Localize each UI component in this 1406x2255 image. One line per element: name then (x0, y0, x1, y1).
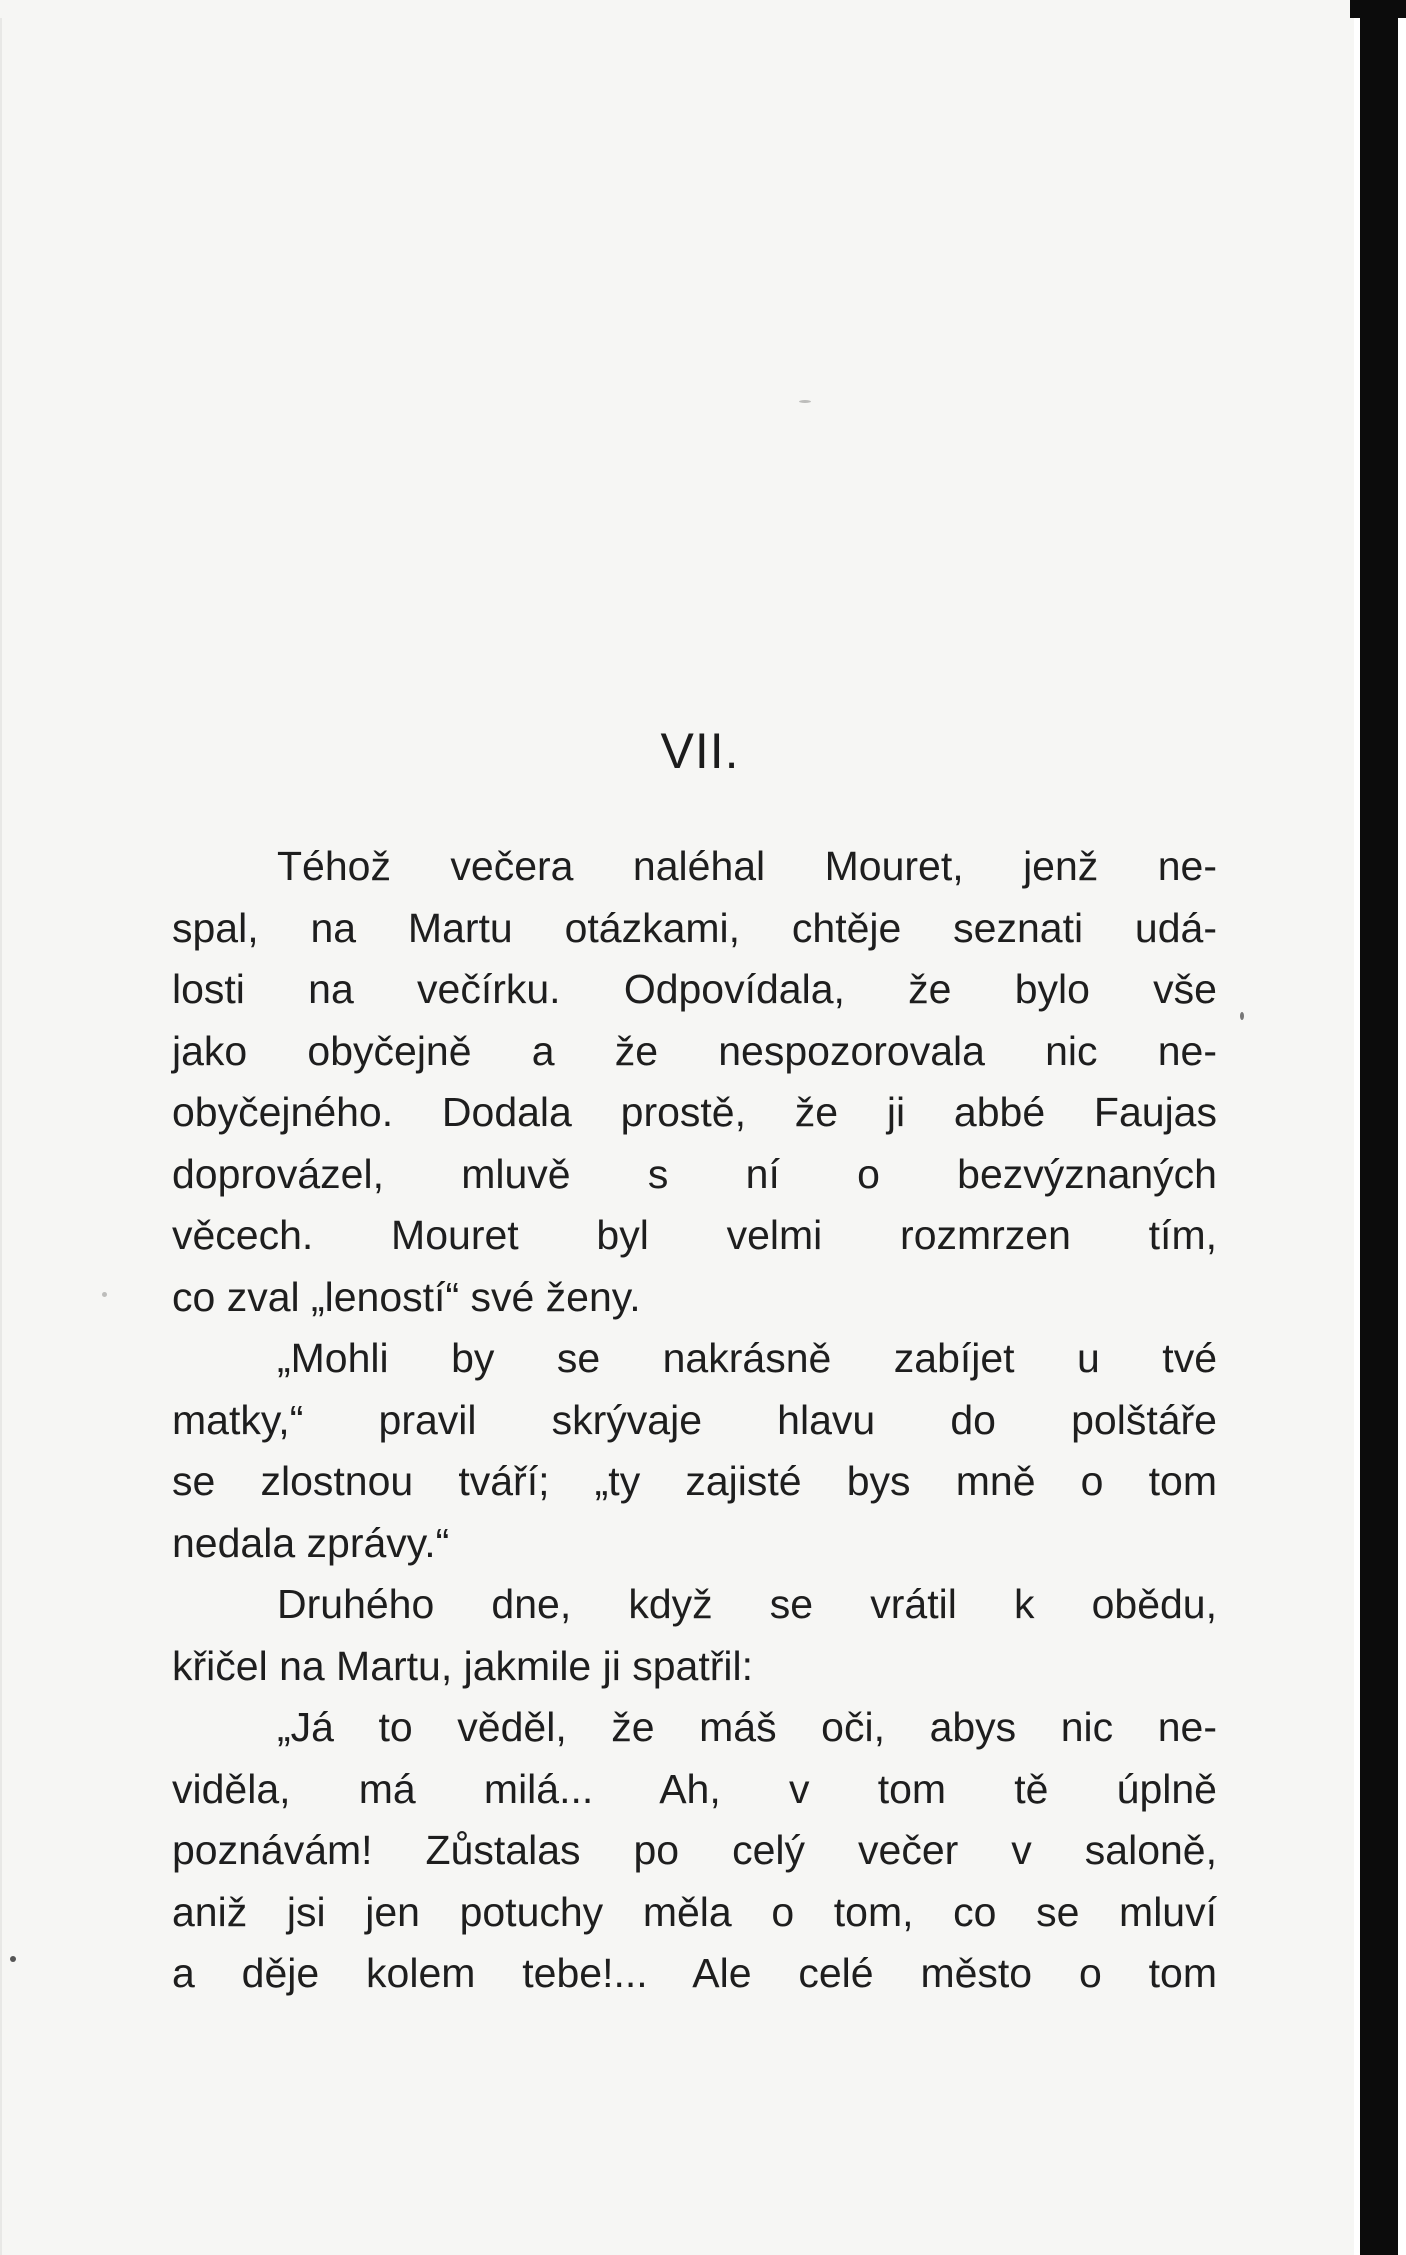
text-line: aniž jsi jen potuchy měla o tom, co se mluví (172, 1888, 1217, 1935)
text-line: se zlostnou tváří; „ty zajisté bys mně o tom (172, 1458, 1217, 1504)
text-line: jako obyčejně a že nespozorovala nic ne- (172, 1027, 1217, 1074)
chapter-heading: VII. (660, 723, 740, 779)
text-line: viděla, má milá... Ah, v tom tě úplně (172, 1765, 1217, 1812)
text-line: losti na večírku. Odpovídala, že bylo vše (172, 966, 1217, 1012)
paper-speck (10, 1956, 16, 1962)
text-line: Téhož večera naléhal Mouret, jenž ne- (277, 843, 1217, 889)
text-line: poznávám! Zůstalas po celý večer v saloně, (172, 1827, 1217, 1873)
text-line: doprovázel, mluvě s ní o bezvýznaných (172, 1150, 1217, 1197)
text-line: Druhého dne, když se vrátil k obědu, (277, 1581, 1217, 1627)
paper-speck (1240, 1012, 1244, 1020)
text-line: spal, na Martu otázkami, chtěje seznati udá- (172, 904, 1217, 951)
paper-speck (102, 1292, 107, 1297)
text-line: „Mohli by se nakrásně zabíjet u tvé (277, 1335, 1217, 1381)
text-line: křičel na Martu, jakmile ji spatřil: (172, 1642, 753, 1689)
paper-speck (799, 400, 811, 403)
text-line: věcech. Mouret byl velmi rozmrzen tím, (172, 1212, 1217, 1258)
scan-edge-top (0, 0, 1406, 18)
text-line: a děje kolem tebe!... Ale celé město o tom (172, 1950, 1217, 1996)
text-line: obyčejného. Dodala prostě, že ji abbé Faujas (172, 1089, 1217, 1135)
text-line: co zval „leností“ své ženy. (172, 1273, 641, 1320)
text-line: nedala zprávy.“ (172, 1519, 450, 1566)
body-text (172, 836, 1217, 2005)
text-line: matky,“ pravil skrývaje hlavu do polštáře (172, 1396, 1217, 1443)
text-line: „Já to věděl, že máš oči, abys nic ne- (277, 1704, 1217, 1750)
scan-edge-right (1360, 18, 1398, 2255)
